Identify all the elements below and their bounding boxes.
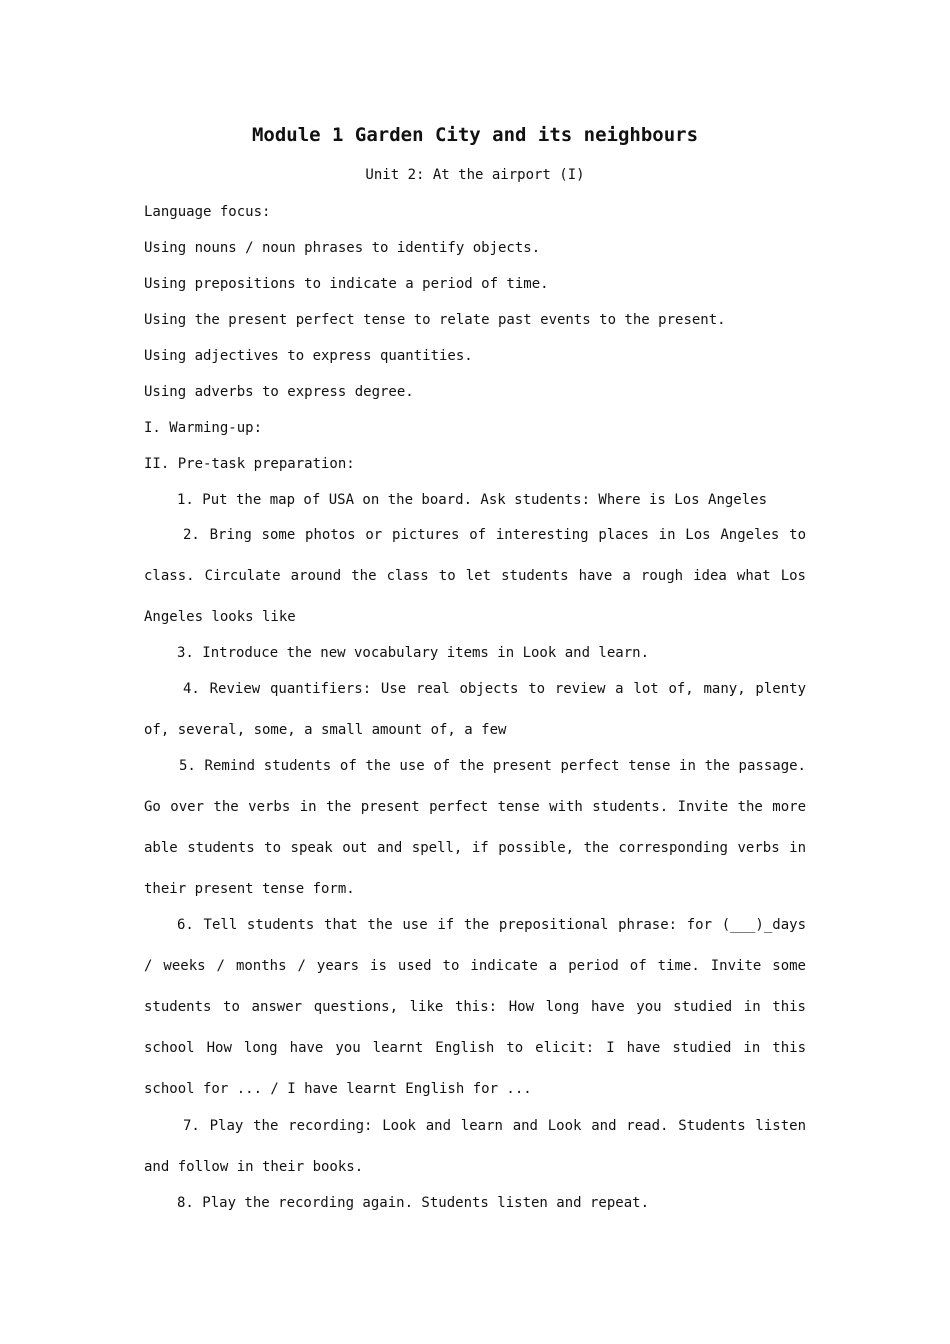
language-focus-item: Using prepositions to indicate a period of time. (144, 276, 549, 292)
step-3: 3. Introduce the new vocabulary items in Look and learn. (177, 645, 650, 661)
language-focus-item: Using nouns / noun phrases to identify objects. (144, 240, 541, 256)
section-pre-task: II. Pre-task preparation: (144, 456, 355, 472)
step-5: 5. Remind students of the use of the present perfect tense in the passage. Go over the verbs in the present perfect tense with students. Invite the more able students to speak out and spell, if possible, the corresponding verbs in their present tense form. (144, 758, 806, 897)
step-8: 8. Play the recording again. Students listen and repeat. (177, 1195, 650, 1211)
step-1: 1. Put the map of USA on the board. Ask students: Where is Los Angeles (177, 492, 768, 508)
language-focus-item: Using the present perfect tense to relate past events to the present. (144, 312, 726, 328)
language-focus-item: Using adjectives to express quantities. (144, 348, 473, 364)
step-6: 6. Tell students that the use if the prepositional phrase: for (___)_days / weeks / months / years is used to indicate a period of time. Invite some students to answer questions, like this: How long have you studied in this school How long have you learnt English to elicit: I have studied in this school for ... / I have learnt English for ... (144, 917, 806, 1097)
step-7: 7. Play the recording: Look and learn and Look and read. Students listen and follow in their books. (144, 1118, 806, 1175)
language-focus-item: Using adverbs to express degree. (144, 384, 414, 400)
unit-subtitle: Unit 2: At the airport (I) (365, 167, 585, 183)
step-4: 4. Review quantifiers: Use real objects to review a lot of, many, plenty of, several, some, a small amount of, a few (144, 681, 806, 738)
step-2: 2. Bring some photos or pictures of interesting places in Los Angeles to class. Circulate around the class to let students have a rough idea what Los Angeles looks like (144, 527, 806, 625)
page-title: Module 1 Garden City and its neighbours (251, 124, 699, 146)
language-focus-heading: Language focus: (144, 204, 271, 220)
section-warming-up: I. Warming-up: (144, 420, 263, 436)
